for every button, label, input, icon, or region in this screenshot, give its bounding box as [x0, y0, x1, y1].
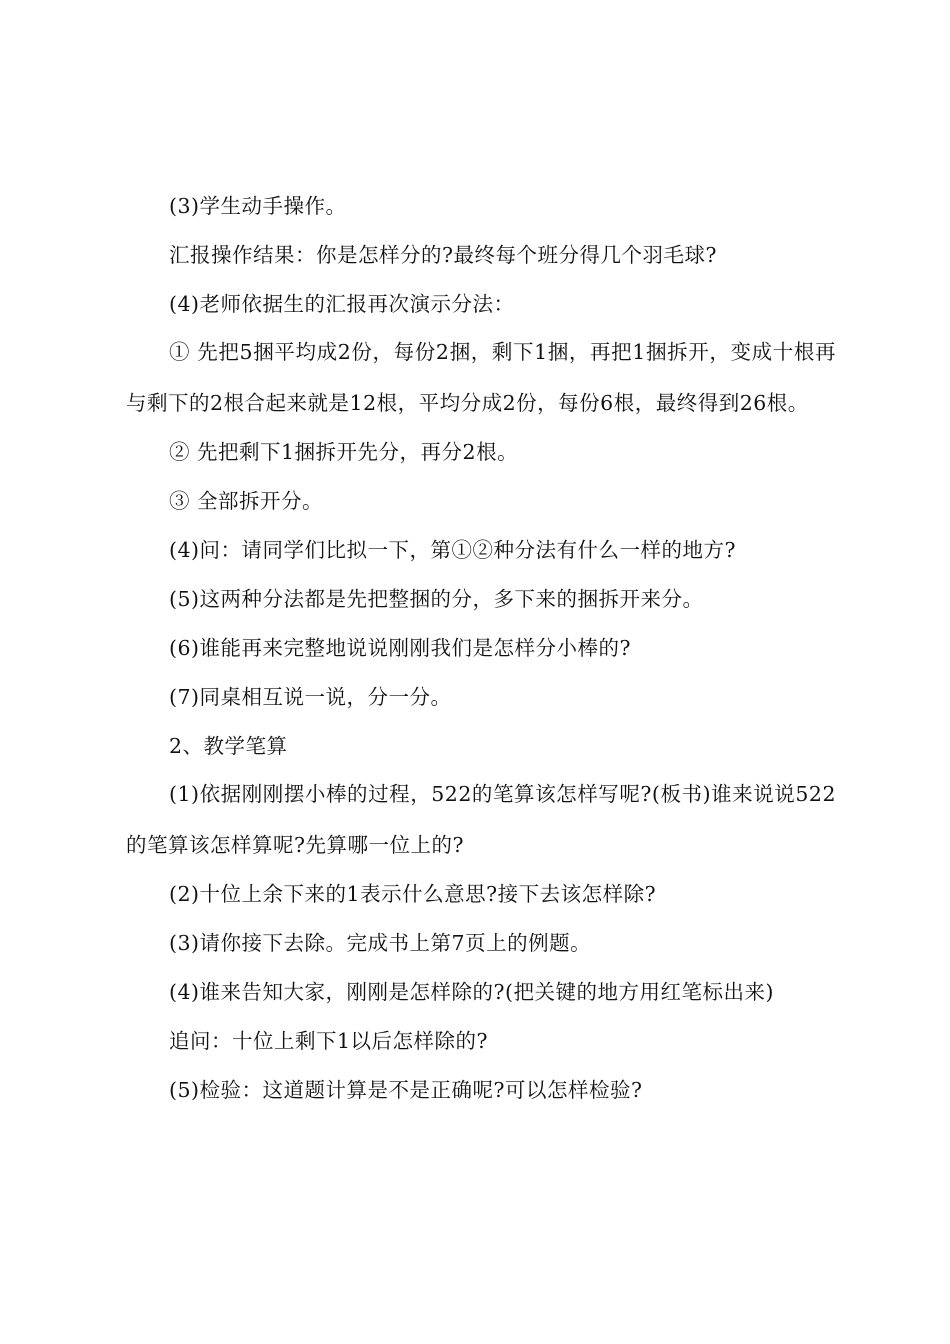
- paragraph: (4)问：请同学们比拟一下，第①②种分法有什么一样的地方?: [169, 538, 737, 562]
- paragraph: (4)老师依据生的汇报再次演示分法：: [169, 292, 515, 316]
- paragraph: (1)依据刚刚摆小棒的过程，522的笔算该怎样写呢?(板书)谁来说说522的笔算该怎样算呢?先算哪一位上的?: [126, 782, 836, 857]
- paragraph: ③ 全部拆开分。: [169, 489, 324, 513]
- section-heading: 2、教学笔算: [169, 734, 288, 758]
- paragraph: (2)十位上余下来的1表示什么意思?接下去该怎样除?: [169, 882, 657, 906]
- paragraph: ② 先把剩下1捆拆开先分，再分2根。: [169, 440, 519, 464]
- paragraph: (5)检验：这道题计算是不是正确呢?可以怎样检验?: [169, 1078, 643, 1102]
- paragraph: (6)谁能再来完整地说说刚刚我们是怎样分小棒的?: [169, 636, 632, 660]
- paragraph: 追问：十位上剩下1以后怎样除的?: [169, 1029, 489, 1053]
- paragraph: (3)请你接下去除。完成书上第7页上的例题。: [169, 931, 592, 955]
- paragraph: (5)这两种分法都是先把整捆的分，多下来的捆拆开来分。: [169, 587, 704, 611]
- paragraph: ① 先把5捆平均成2份，每份2捆，剩下1捆，再把1捆拆开，变成十根再与剩下的2根合起来就是12根，平均分成2份，每份6根，最终得到26根。: [126, 340, 836, 415]
- paragraph: (7)同桌相互说一说，分一分。: [169, 685, 452, 709]
- paragraph: (3)学生动手操作。: [169, 194, 347, 218]
- paragraph: 汇报操作结果：你是怎样分的?最终每个班分得几个羽毛球?: [169, 243, 717, 267]
- document-body: [126, 186, 836, 1119]
- paragraph: (4)谁来告知大家，刚刚是怎样除的?(把关键的地方用红笔标出来): [169, 980, 775, 1004]
